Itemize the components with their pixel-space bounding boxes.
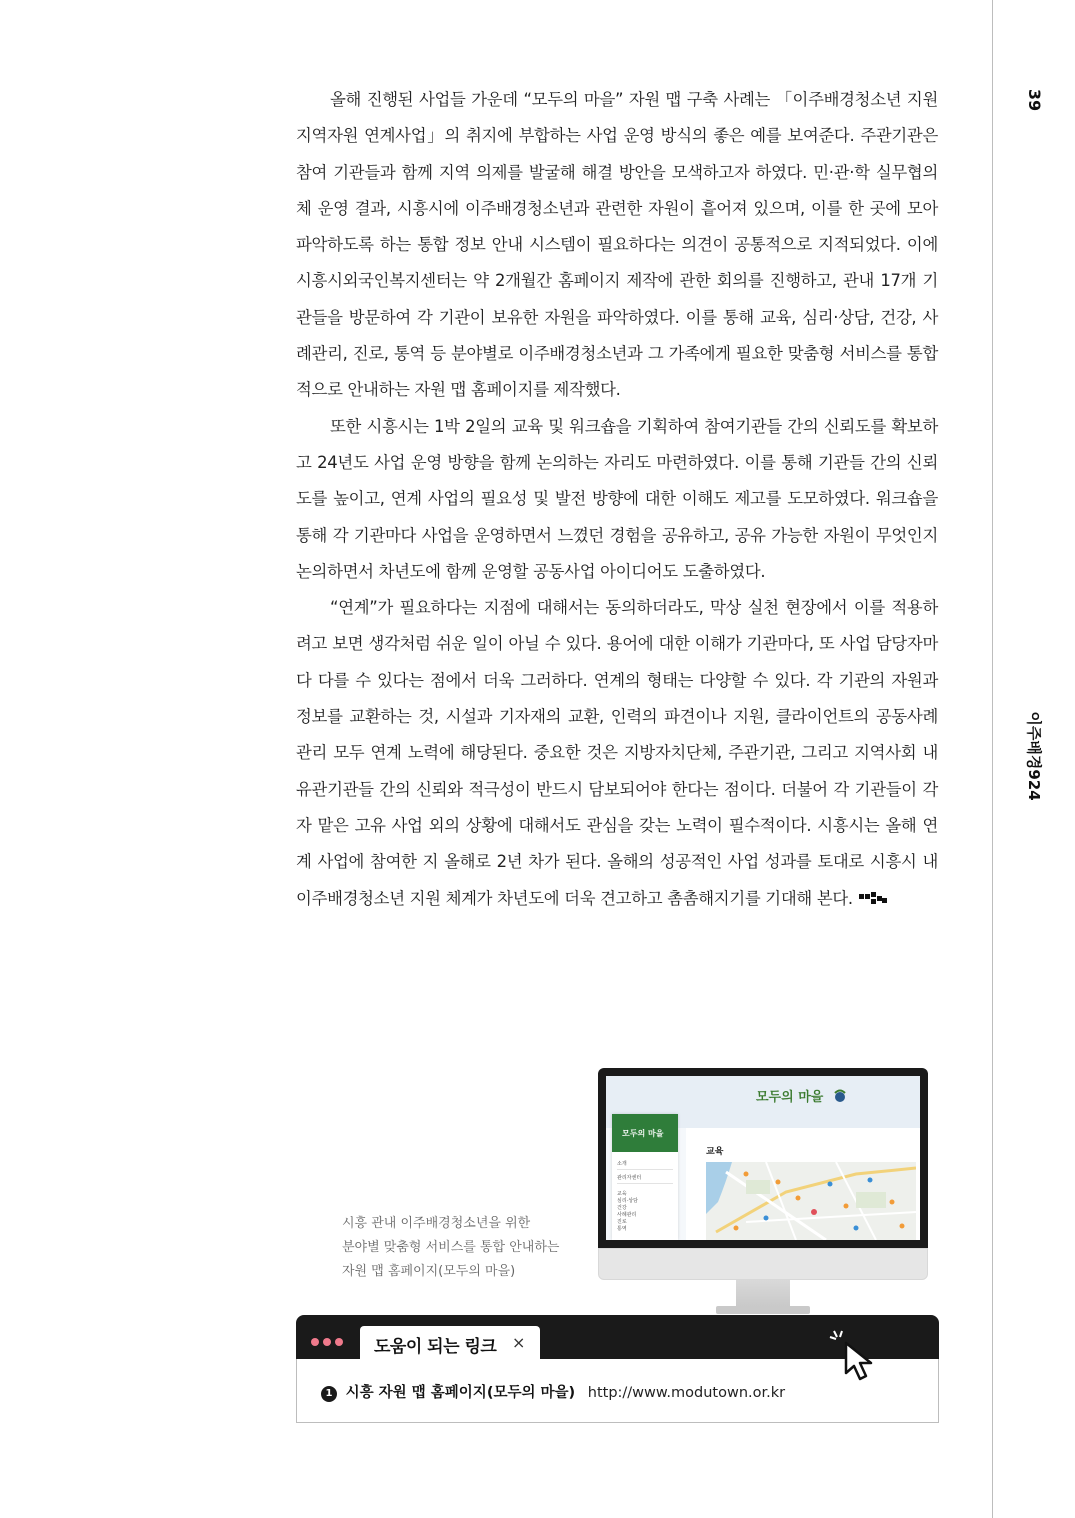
figure-caption — [342, 1212, 582, 1284]
mouse-cursor-icon — [828, 1329, 888, 1389]
page-number: 39 — [1025, 88, 1044, 112]
paragraph-3-text: “연계”가 필요하다는 지점에 대해서는 동의하더라도, 막상 실천 현장에서 이를 적용하려고 보면 생각처럼 쉬운 일이 아닐 수 있다. 용어에 대한 이해가 기관마다, 또 사업 담당자마다 다를 수 있다는 점에서 더욱 그러하다. 연계의 형태는 다양할 수 있다. 각 기관의 자원과 정보를 교환하는 것, 시설과 기자재의 교환, 인력의 파견이나 지원, 클라이언트의 공동사례 관리 모두 연계 노력에 해당된다. 중요한 것은 지방자치단체, 주관기관, 그리고 지역사회 내 유관기관들 간의 신뢰와 적극성이 반드시 담보되어야 한다는 점이다. 더불어 각 기관들이 각자 맡은 고유 사업 외의 상황에 대해서도 관심을 갖는 노력이 필수적이다. 시흥시는 올해 연계 사업에 참여한 지 올해로 2년 차가 된다. 올해의 성공적인 사업 성과를 토대로 시흥시 내 이주배경청소년 지원 체계가 차년도에 더욱 견고하고 촘촘해지기를 기대해 본다. — [296, 598, 938, 908]
divider — [617, 1183, 673, 1184]
monitor-illustration — [598, 1068, 928, 1316]
end-mark-icon — [859, 892, 887, 906]
window-dots — [311, 1331, 347, 1350]
caption-line-1: 시흥 관내 이주배경청소년을 위한 — [342, 1216, 531, 1231]
section-side-title: 이주배경924 — [1025, 711, 1043, 801]
site-sidebar-item: 통역 — [617, 1226, 627, 1232]
monitor-chin — [598, 1248, 928, 1280]
site-sidebar-item: 진로 — [617, 1219, 627, 1225]
site-sidebar-item: 건강 — [617, 1205, 627, 1211]
useful-links-box — [296, 1315, 939, 1423]
link-item — [321, 1381, 785, 1402]
site-sidebar-header — [612, 1114, 678, 1152]
caption-line-3: 자원 맵 홈페이지(모두의 마을) — [342, 1264, 516, 1279]
globe-icon — [832, 1088, 848, 1104]
caption-line-2: 분야별 맞춤형 서비스를 통합 안내하는 — [342, 1240, 560, 1255]
link-url[interactable]: http://www.modutown.or.kr — [587, 1385, 786, 1401]
links-tab — [360, 1326, 540, 1359]
monitor-foot — [716, 1306, 810, 1314]
monitor-neck — [736, 1280, 790, 1308]
site-sidebar-title: 모두의 마을 — [622, 1129, 664, 1138]
site-content — [686, 1128, 920, 1240]
side-divider-line — [992, 0, 993, 1518]
dot-icon — [335, 1338, 343, 1346]
paragraph-1: 올해 진행된 사업들 가운데 “모두의 마을” 자원 맵 구축 사례는 「이주배경청소년 지원 지역자원 연계사업」의 취지에 부합하는 사업 운영 방식의 좋은 예를 보여준다. 주관기관은 참여 기관들과 함께 지역 의제를 발굴해 해결 방안을 모색하고자 하였다. 민·관·학 실무협의체 운영 결과, 시흥시에 이주배경청소년과 관련한 자원이 흩어져 있으며, 이를 한 곳에 모아 파악하도록 하는 통합 정보 안내 시스템이 필요하다는 의견이 공통적으로 지적되었다. 이에 시흥시외국인복지센터는 약 2개월간 홈페이지 제작에 관한 회의를 진행하고, 관내 17개 기관들을 방문하여 각 기관이 보유한 자원을 파악하였다. 이를 통해 교육, 심리·상담, 건강, 사례관리, 진로, 통역 등 분야별로 이주배경청소년과 그 가족에게 필요한 맞춤형 서비스를 통합적으로 안내하는 자원 맵 홈페이지를 제작했다. — [296, 90, 938, 400]
site-logo: 모두의 마을 — [756, 1090, 824, 1105]
paragraph-2: 또한 시흥시는 1박 2일의 교육 및 워크숍을 기획하여 참여기관들 간의 신뢰도를 확보하고 24년도 사업 운영 방향을 함께 논의하는 자리도 마련하였다. 이를 통해 기관들 간의 신뢰도를 높이고, 연계 사업의 필요성 및 발전 방향에 대한 이해도 제고를 도모하였다. 워크숍을 통해 각 기관마다 사업을 운영하면서 느꼈던 경험을 공유하고, 공유 가능한 자원이 무엇인지 논의하면서 차년도에 함께 운영할 공동사업 아이디어도 도출하였다. — [296, 416, 938, 581]
site-sidebar — [612, 1114, 678, 1240]
dot-icon — [311, 1338, 319, 1346]
divider — [617, 1169, 673, 1170]
site-sidebar-item: 소개 — [617, 1161, 627, 1167]
monitor-bezel — [598, 1068, 928, 1248]
site-sidebar-item: 교육 — [617, 1191, 627, 1197]
site-content-title: 교육 — [706, 1147, 724, 1157]
map-image — [706, 1162, 916, 1240]
paragraph-3 — [296, 590, 938, 917]
website-screenshot — [606, 1076, 920, 1240]
site-sidebar-item: 심리·상담 — [617, 1198, 638, 1204]
link-name: 시흥 자원 맵 홈페이지(모두의 마을) — [345, 1385, 576, 1401]
dot-icon — [323, 1338, 331, 1346]
site-sidebar-item: 관리자센터 — [617, 1175, 642, 1181]
site-sidebar-item: 사례관리 — [617, 1212, 637, 1218]
link-number: 1 — [321, 1386, 337, 1402]
links-tab-title: 도움이 되는 링크 — [374, 1337, 497, 1357]
close-icon: × — [512, 1333, 526, 1352]
article-body — [296, 82, 938, 917]
